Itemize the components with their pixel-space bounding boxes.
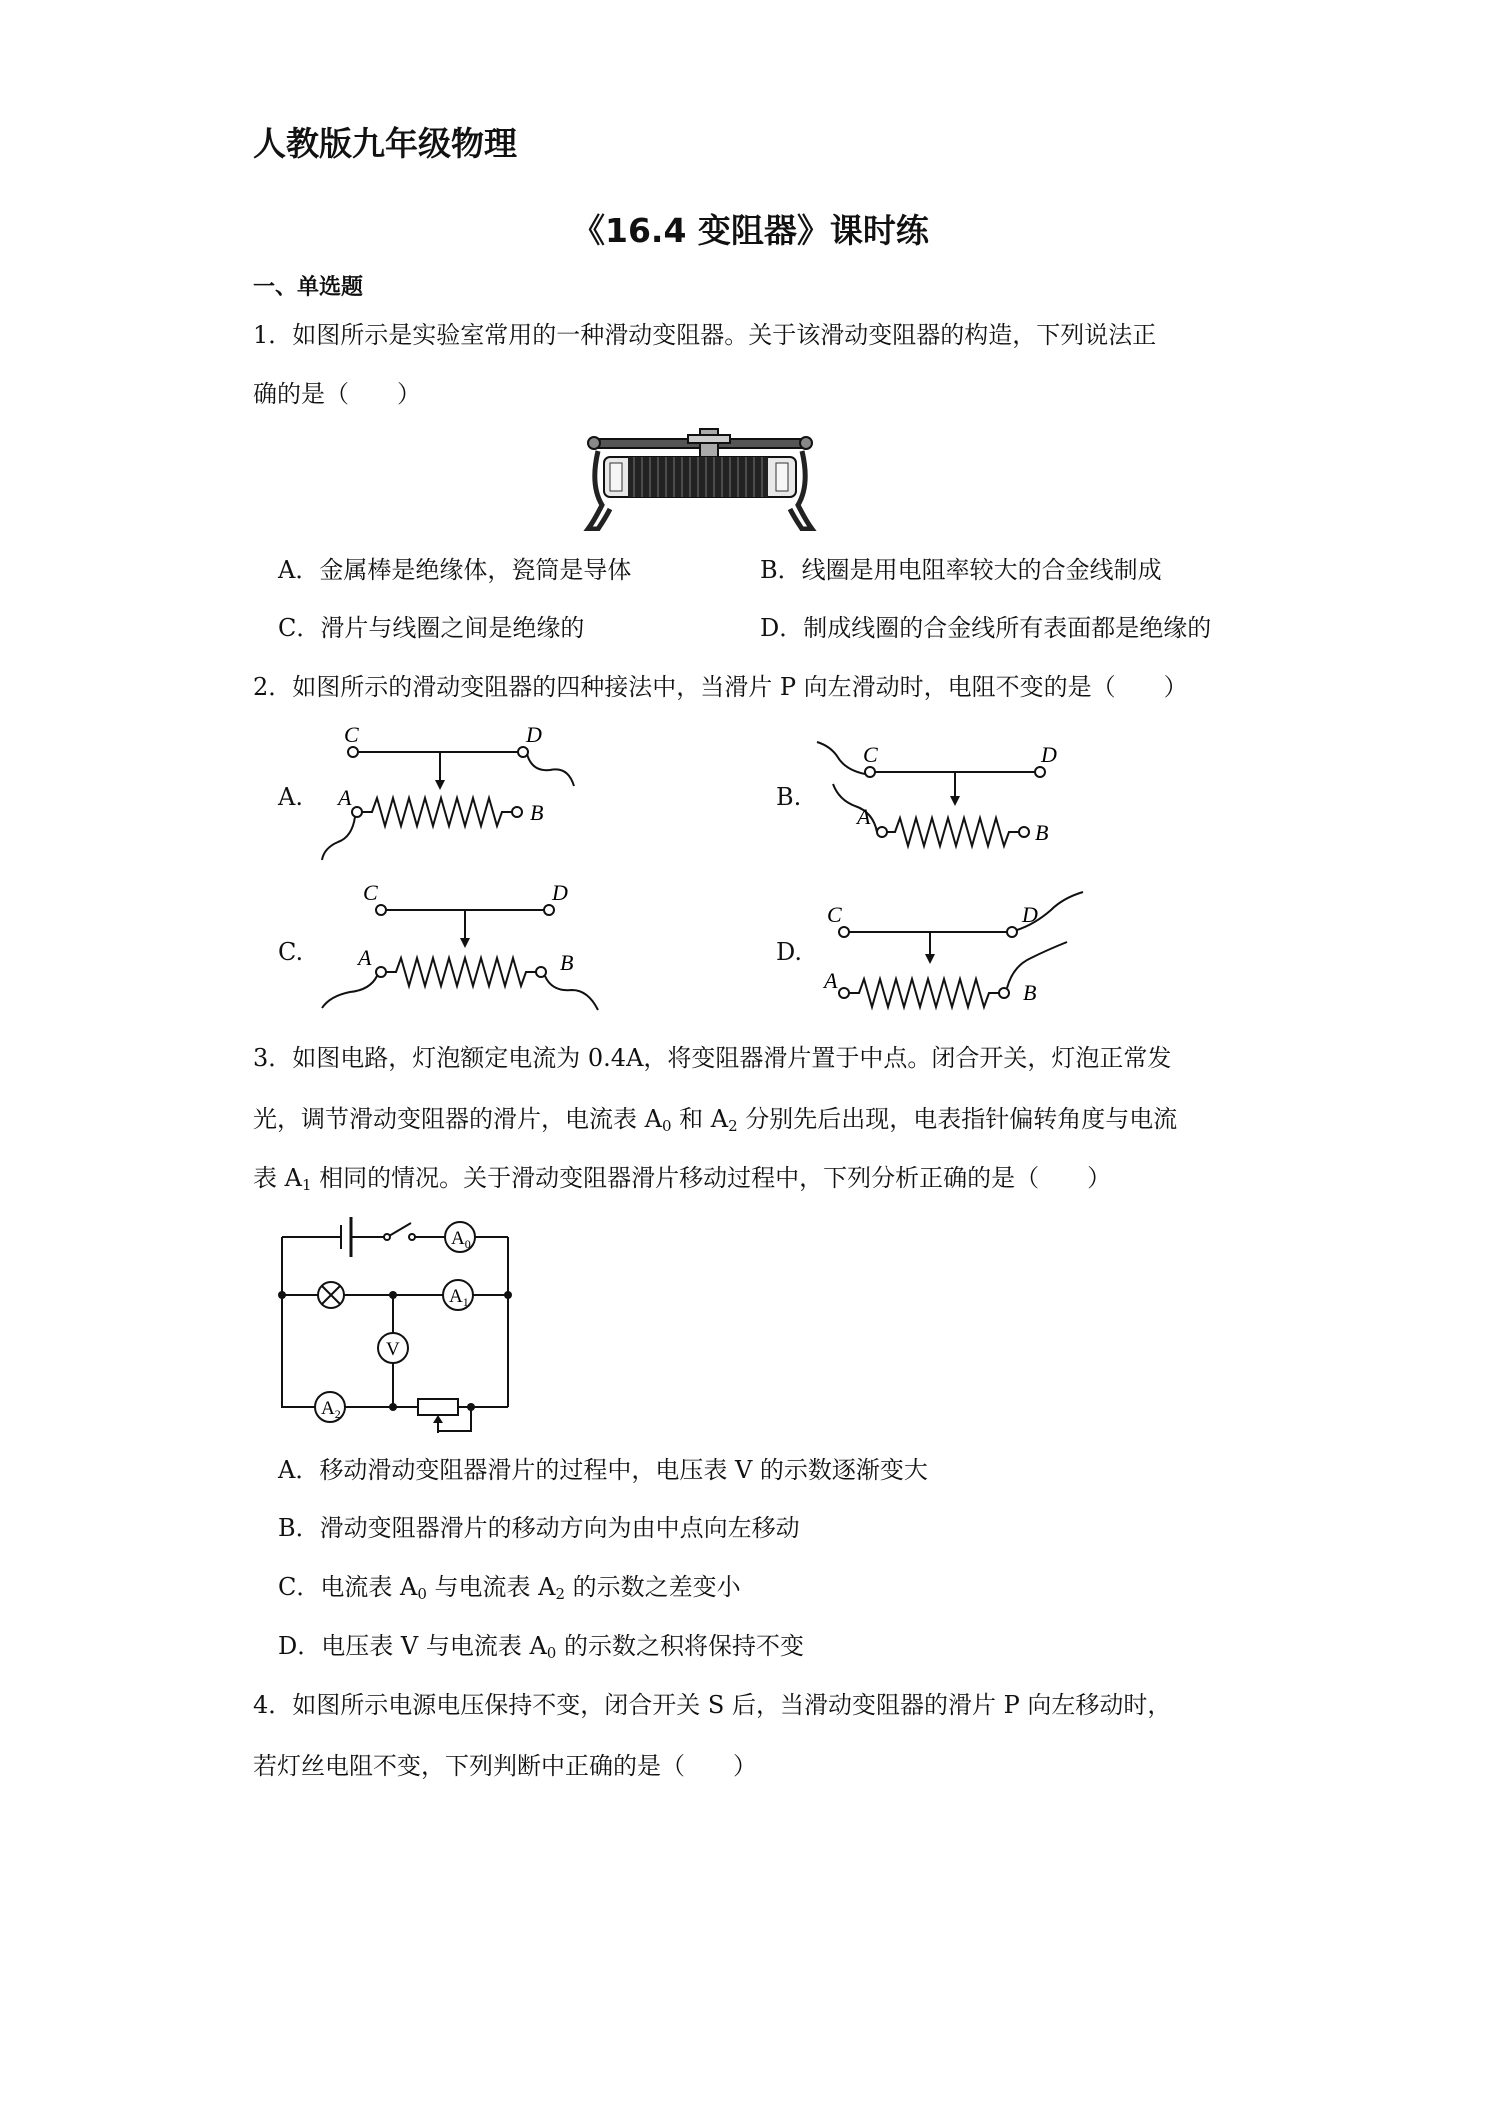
- terminal-label-c: C: [863, 742, 878, 767]
- ammeter-a2-icon: $A_2$: [321, 1398, 341, 1421]
- q1-text-line1: 1．如图所示是实验室常用的一种滑动变阻器。关于该滑动变阻器的构造，下列说法正: [253, 321, 1157, 349]
- terminal-label-a: A: [358, 945, 372, 970]
- q3-option-b[interactable]: B．滑动变阻器滑片的移动方向为由中点向左移动: [278, 1514, 800, 1542]
- terminal-label-c: C: [344, 722, 359, 747]
- q1-text-line2: 确的是（ ）: [253, 380, 421, 408]
- terminal-label-d: D: [1022, 902, 1038, 927]
- q2-diagram-label-a[interactable]: A.: [278, 783, 303, 811]
- rheostat-diagram-b: [815, 740, 1080, 850]
- q3-text-line1: 3．如图电路，灯泡额定电流为 0.4A，将变阻器滑片置于中点。闭合开关，灯泡正常发: [253, 1044, 1172, 1072]
- section-heading: 一、单选题: [253, 275, 364, 300]
- rheostat-diagram-d: [815, 888, 1095, 1013]
- q3-option-d[interactable]: D．电压表 V 与电流表 $A_0$ 的示数之积将保持不变: [278, 1632, 804, 1662]
- q1-option-a[interactable]: A．金属棒是绝缘体，瓷筒是导体: [278, 556, 632, 584]
- header: 人教版九年级物理: [253, 124, 517, 163]
- terminal-label-d: D: [526, 722, 542, 747]
- rheostat-diagram-a: [320, 722, 590, 867]
- ammeter-a1-icon: $A_1$: [449, 1286, 469, 1309]
- q2-diagram-label-c[interactable]: C.: [278, 938, 304, 966]
- q3-option-a[interactable]: A．移动滑动变阻器滑片的过程中，电压表 V 的示数逐渐变大: [278, 1456, 928, 1484]
- rheostat-diagram-c: [320, 880, 605, 1015]
- q1-option-b[interactable]: B．线圈是用电阻率较大的合金线制成: [760, 556, 1162, 584]
- rheostat-photo: [580, 425, 820, 531]
- terminal-label-c: C: [363, 880, 378, 905]
- q2-text: 2．如图所示的滑动变阻器的四种接法中，当滑片 P 向左滑动时，电阻不变的是（ ）: [253, 673, 1188, 701]
- q3-text-line3: 表 $A_1$ 相同的情况。关于滑动变阻器滑片移动过程中，下列分析正确的是（ ）: [253, 1164, 1112, 1194]
- terminal-label-d: D: [552, 880, 568, 905]
- q4-text-line2: 若灯丝电阻不变，下列判断中正确的是（ ）: [253, 1752, 757, 1780]
- q2-diagram-label-b[interactable]: B.: [776, 783, 802, 811]
- terminal-label-b: B: [560, 950, 574, 975]
- q3-circuit-diagram: [275, 1215, 520, 1433]
- q1-option-c[interactable]: C．滑片与线圈之间是绝缘的: [278, 614, 585, 642]
- q4-text-line1: 4．如图所示电源电压保持不变，闭合开关 S 后，当滑动变阻器的滑片 P 向左移动时，: [253, 1691, 1172, 1719]
- q2-diagram-label-d[interactable]: D.: [776, 938, 803, 966]
- terminal-label-a: A: [824, 968, 838, 993]
- terminal-label-b: B: [1023, 980, 1037, 1005]
- voltmeter-icon: V: [386, 1339, 400, 1360]
- page-title: 《16.4 变阻器》课时练: [572, 211, 929, 250]
- terminal-label-d: D: [1041, 742, 1057, 767]
- q3-option-c[interactable]: C．电流表 $A_0$ 与电流表 $A_2$ 的示数之差变小: [278, 1573, 741, 1603]
- q1-option-d[interactable]: D．制成线圈的合金线所有表面都是绝缘的: [760, 614, 1212, 642]
- ammeter-a0-icon: $A_0$: [451, 1228, 471, 1251]
- terminal-label-a: A: [338, 785, 352, 810]
- terminal-label-c: C: [827, 902, 842, 927]
- q3-text-line2: 光，调节滑动变阻器的滑片，电流表 $A_0$ 和 $A_2$ 分别先后出现，电表指针偏转角度与电流: [253, 1105, 1178, 1135]
- terminal-label-b: B: [1035, 820, 1049, 845]
- terminal-label-b: B: [530, 800, 544, 825]
- terminal-label-a: A: [857, 804, 871, 829]
